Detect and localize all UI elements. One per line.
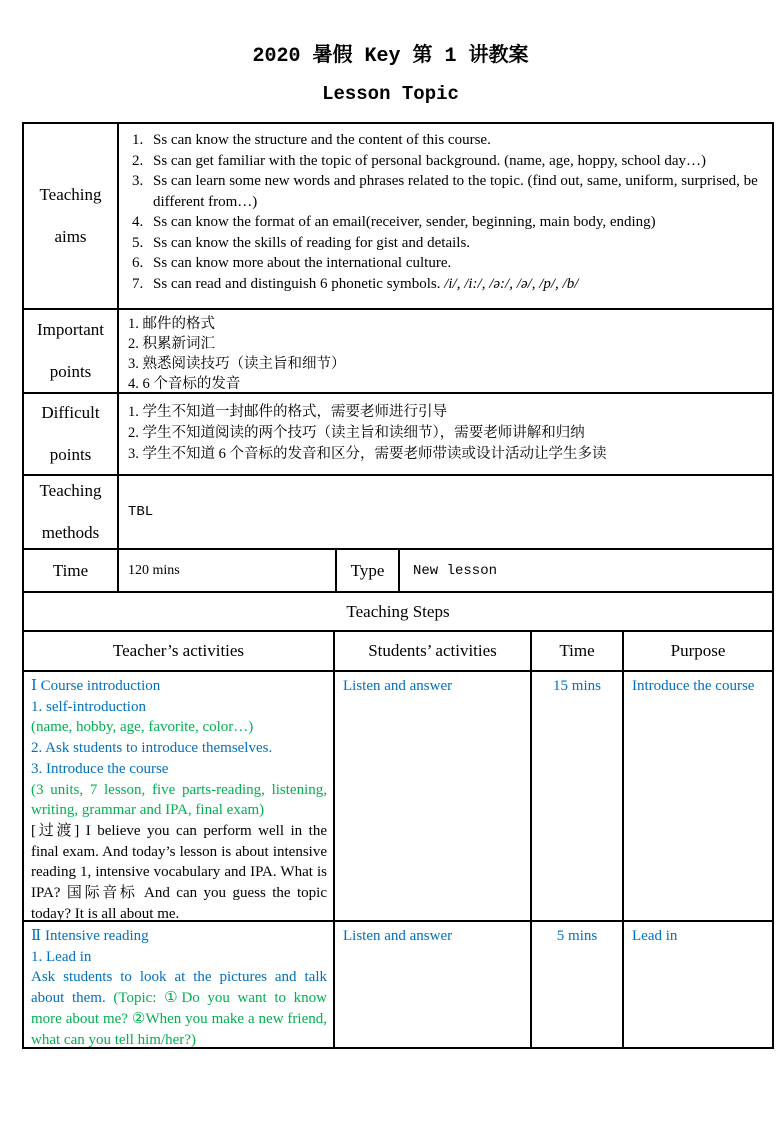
important-points-label: Important points bbox=[24, 310, 119, 392]
col-header-students-activities: Students’ activities bbox=[335, 632, 532, 670]
step-row-1 bbox=[24, 672, 772, 922]
step-row-2 bbox=[24, 922, 772, 1047]
list-item: 1. Ss can know the structure and the content of this course. bbox=[132, 132, 491, 148]
teaching-steps-title-row bbox=[24, 593, 772, 632]
col-header-teacher-activities: Teacher’s activities bbox=[24, 632, 335, 670]
lesson-plan-table bbox=[22, 122, 774, 1049]
list-item: 2. 学生不知道阅读的两个技巧（读主旨和读细节），需要老师讲解和归纳 bbox=[128, 425, 585, 441]
students-activities-cell: Listen and answer bbox=[335, 922, 532, 1047]
difficult-points-list bbox=[119, 394, 772, 474]
list-item: 5. Ss can know the skills of reading for gist and details. bbox=[132, 234, 471, 251]
list-item: 2. Ss can get familiar with the topic of personal background. (name, age, hoppy, school day…) bbox=[132, 152, 707, 169]
important-points-row bbox=[24, 310, 772, 394]
list-item: 4. 6 个音标的发音 bbox=[128, 376, 241, 392]
teaching-aims-row bbox=[24, 124, 772, 310]
teacher-activities-cell bbox=[24, 922, 335, 1047]
lesson-plan-document bbox=[0, 44, 781, 1049]
list-item: 4. Ss can know the format of an email(receiver, sender, beginning, main body, ending) bbox=[132, 214, 656, 230]
paragraph: 1. Lead in bbox=[31, 948, 92, 965]
teaching-methods-value: TBL bbox=[128, 504, 154, 520]
time-type-row bbox=[24, 550, 772, 593]
page-title: 2020 暑假 Key 第 1 讲教案 bbox=[252, 45, 529, 68]
paragraph: Ask students to look at the pictures and talk about them. (Topic: ①Do you want to know more about me? ②When you make a new friend, what can you tell him/her?) bbox=[31, 969, 327, 1047]
paragraph: 2. Ask students to introduce themselves. bbox=[31, 740, 273, 757]
paragraph: 3. Introduce the course bbox=[31, 760, 169, 777]
paragraph: [过渡] I believe you can perform well in the final exam. And today’s lesson is about intensive reading 1, intensive vocabulary and IPA. What is IPA? 国际音标 And can you guess the topic today? It is all about me. bbox=[31, 822, 327, 920]
teaching-steps-title: Teaching Steps bbox=[346, 601, 450, 621]
paragraph: (name, hobby, age, favorite, color…) bbox=[31, 719, 254, 736]
paragraph: Ⅱ Intensive reading bbox=[31, 928, 149, 944]
page-subtitle: Lesson Topic bbox=[322, 83, 459, 105]
students-activities-cell: Listen and answer bbox=[335, 672, 532, 920]
list-item: 3. 熟悉阅读技巧（读主旨和细节） bbox=[128, 356, 346, 372]
list-item: 1. 学生不知道一封邮件的格式，需要老师进行引导 bbox=[128, 404, 447, 420]
teaching-methods-label: Teaching methods bbox=[24, 476, 119, 548]
list-item: 7. Ss can read and distinguish 6 phonetic symbols. /i/, /i:/, /ə:/, /ə/, /p/, /b/ bbox=[132, 275, 579, 292]
paragraph: (3 units, 7 lesson, five parts-reading, listening, writing, grammar and IPA, final exam) bbox=[31, 781, 327, 819]
difficult-points-label: Difficult points bbox=[24, 394, 119, 474]
paragraph: 1. self-introduction bbox=[31, 698, 146, 715]
important-points-list bbox=[119, 310, 772, 392]
teaching-aims-list bbox=[119, 124, 772, 308]
time-cell: 15 mins bbox=[532, 672, 624, 920]
list-item: 2. 积累新词汇 bbox=[128, 336, 215, 352]
list-item: 6. Ss can know more about the international culture. bbox=[132, 255, 452, 271]
type-label: Type bbox=[337, 550, 400, 591]
list-item: 3. 学生不知道 6 个音标的发音和区分，需要老师带读或设计活动让学生多读 bbox=[128, 446, 607, 462]
teacher-activities-cell bbox=[24, 672, 335, 920]
list-item: 3. Ss can learn some new words and phrases related to the topic. (find out, same, uniform, surprised, be different from…) bbox=[132, 173, 758, 210]
teaching-aims-label: Teaching aims bbox=[24, 124, 119, 308]
purpose-cell: Introduce the course bbox=[632, 678, 755, 694]
difficult-points-row bbox=[24, 394, 772, 476]
col-header-purpose: Purpose bbox=[670, 641, 726, 660]
teaching-methods-row bbox=[24, 476, 772, 550]
time-cell: 5 mins bbox=[532, 922, 624, 1047]
list-item: 1. 邮件的格式 bbox=[128, 316, 215, 332]
time-value: 120 mins bbox=[119, 550, 337, 591]
teaching-steps-header-row bbox=[24, 632, 772, 672]
purpose-cell: Lead in bbox=[632, 928, 678, 944]
time-label: Time bbox=[24, 550, 119, 591]
paragraph: Ⅰ Course introduction bbox=[31, 678, 161, 694]
col-header-time: Time bbox=[532, 632, 624, 670]
type-value: New lesson bbox=[413, 562, 498, 579]
